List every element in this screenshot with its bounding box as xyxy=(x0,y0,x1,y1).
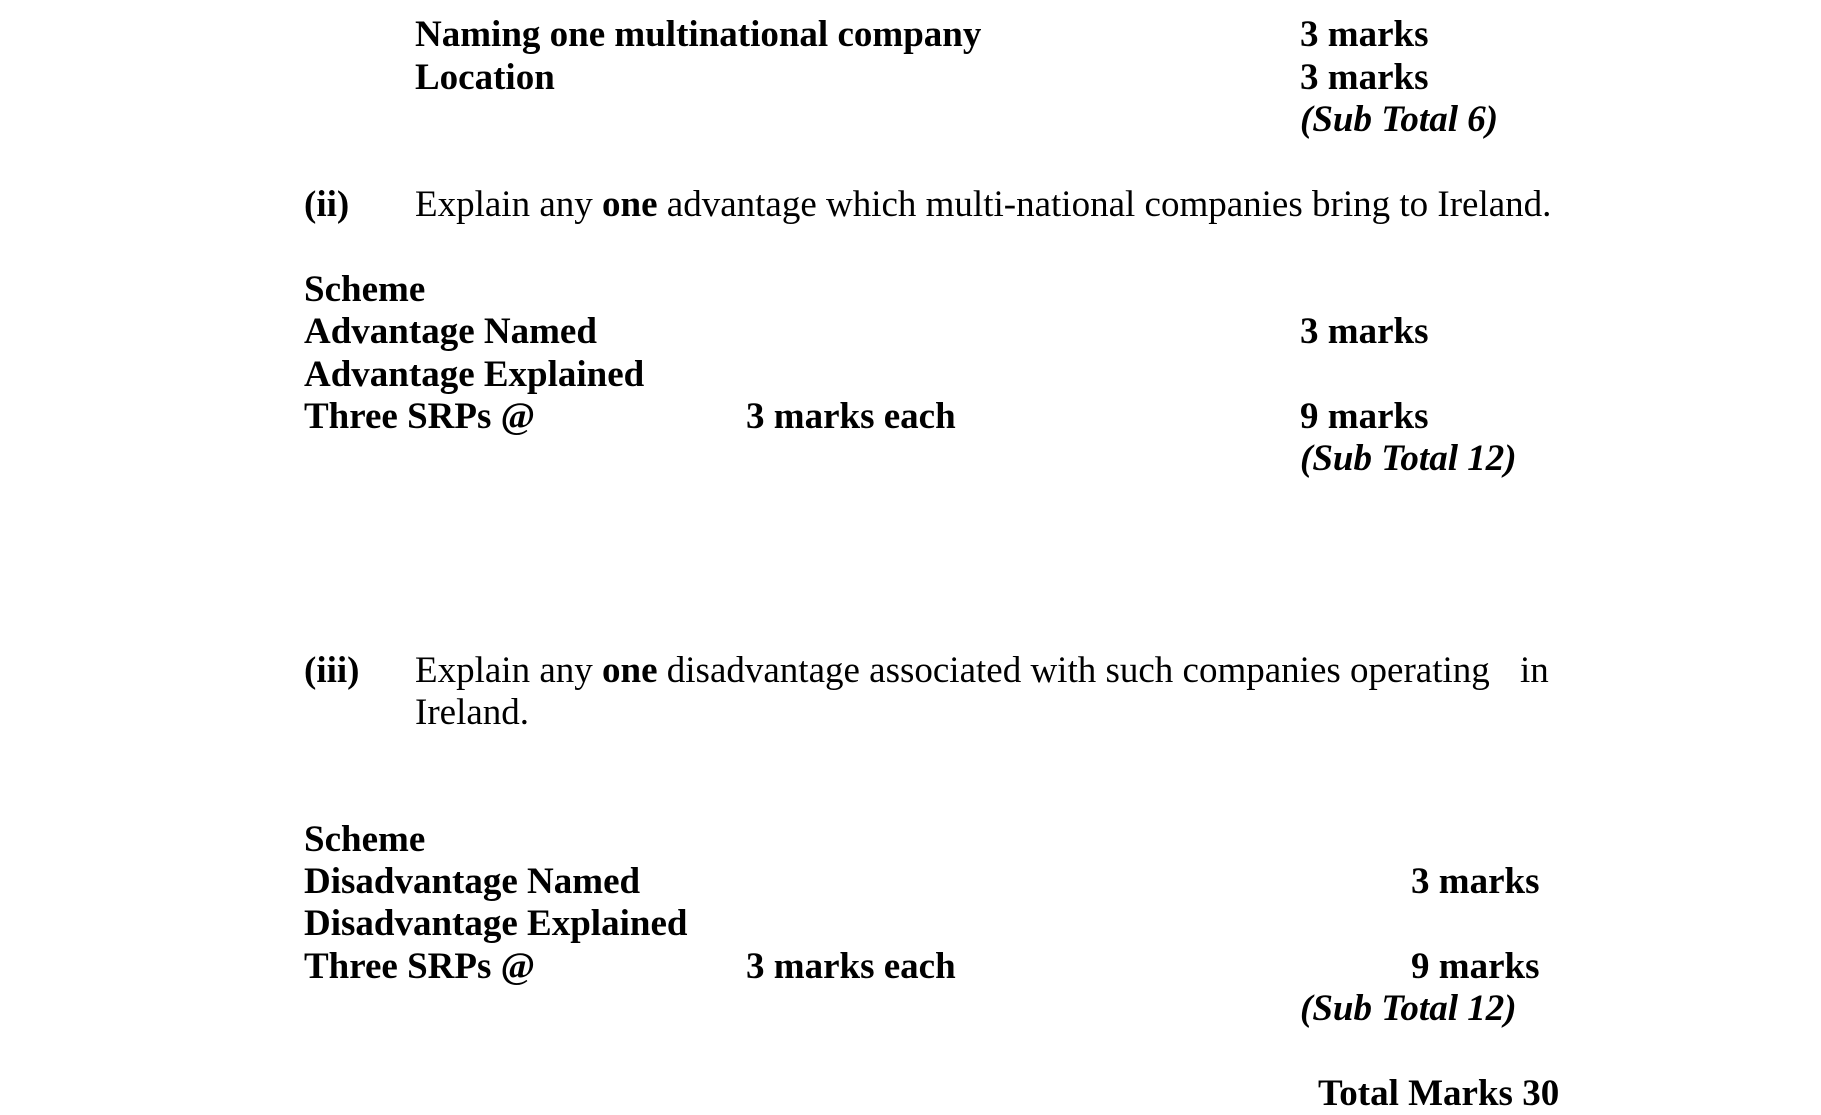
scheme-marks-naming-company: 3 marks xyxy=(1300,14,1429,55)
question-text-ii: Explain any one advantage which multi-national companies bring to Ireland. xyxy=(415,184,1552,225)
question-text-iii: Explain any one disadvantage associated with such companies operating xyxy=(415,650,1490,691)
scheme-marks-srps-iii: 9 marks xyxy=(1411,946,1540,987)
question-number-iii: (iii) xyxy=(304,650,360,691)
subtotal-part-ii: (Sub Total 12) xyxy=(1300,438,1517,479)
scheme-label-advantage-named: Advantage Named xyxy=(304,311,597,352)
scheme-marks-disadvantage-named: 3 marks xyxy=(1411,861,1540,902)
question-emphasis-one: one xyxy=(602,650,658,691)
question-number-ii: (ii) xyxy=(304,184,350,225)
scheme-label-srps-iii: Three SRPs @ xyxy=(304,946,536,987)
scheme-heading-ii: Scheme xyxy=(304,269,426,310)
scheme-marks-advantage-named: 3 marks xyxy=(1300,311,1429,352)
scheme-srp-each-iii: 3 marks each xyxy=(746,946,956,987)
subtotal-part-iii: (Sub Total 12) xyxy=(1300,988,1517,1029)
scheme-label-srps-ii: Three SRPs @ xyxy=(304,396,536,437)
subtotal-part-i: (Sub Total 6) xyxy=(1300,99,1499,140)
scheme-heading-iii: Scheme xyxy=(304,819,426,860)
scheme-label-location: Location xyxy=(415,57,555,98)
scheme-label-disadvantage-explained: Disadvantage Explained xyxy=(304,903,688,944)
scheme-marks-location: 3 marks xyxy=(1300,57,1429,98)
total-marks: Total Marks 30 xyxy=(1318,1073,1560,1114)
question-text-iii-in: in xyxy=(1520,650,1549,691)
scheme-label-advantage-explained: Advantage Explained xyxy=(304,354,645,395)
scheme-label-naming-company: Naming one multinational company xyxy=(415,14,982,55)
scheme-marks-srps-ii: 9 marks xyxy=(1300,396,1429,437)
question-emphasis-one: one xyxy=(602,184,658,225)
question-text-iii-line2: Ireland. xyxy=(415,692,530,733)
scheme-srp-each-ii: 3 marks each xyxy=(746,396,956,437)
scheme-label-disadvantage-named: Disadvantage Named xyxy=(304,861,641,902)
